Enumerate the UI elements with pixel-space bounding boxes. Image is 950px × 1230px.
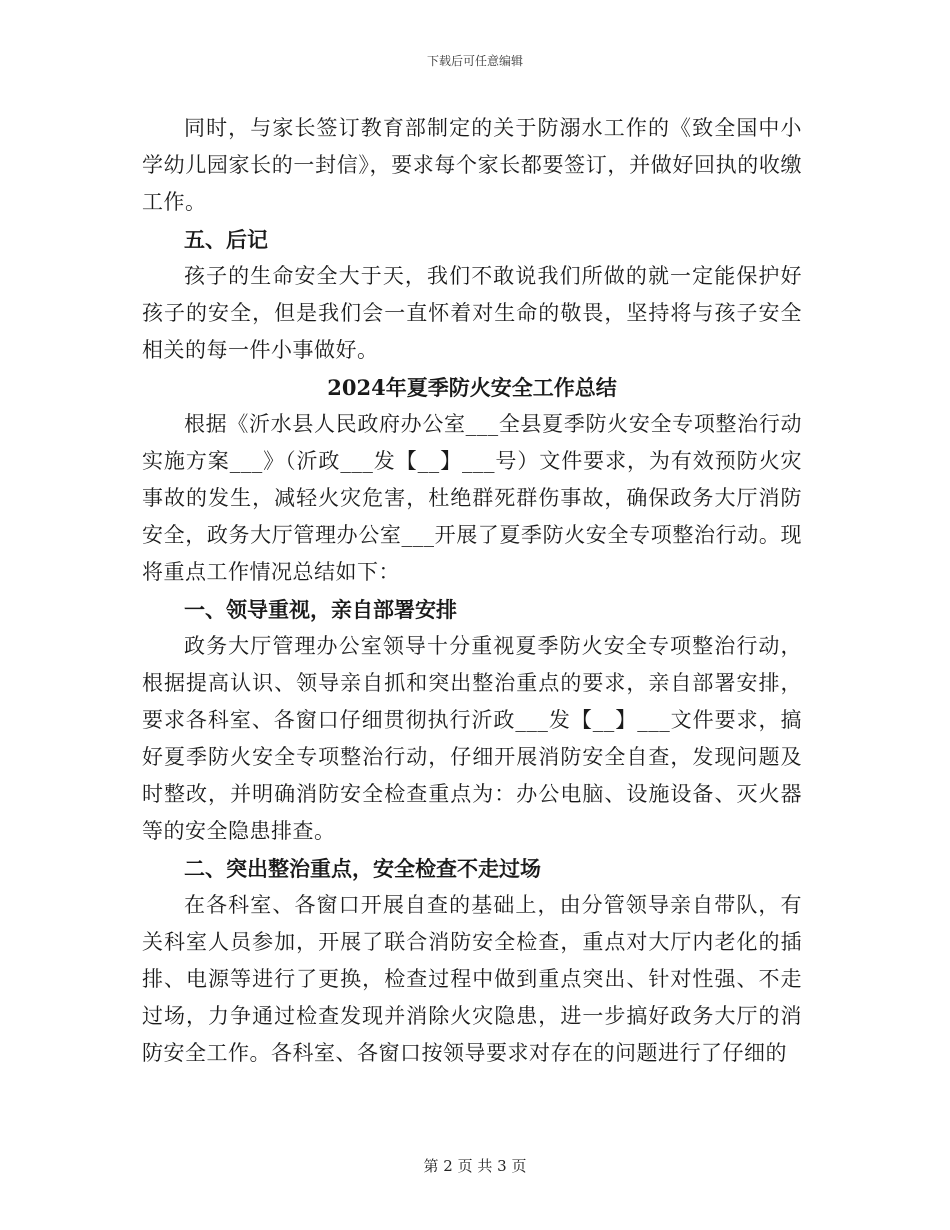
- section-heading-leadership: 一、领导重视，亲自部署安排: [184, 597, 457, 622]
- paragraph-child-safety: 孩子的生命安全大于天，我们不敢说我们所做的就一定能保护好孩子的安全，但是我们会一直怀着对生命的敬畏，坚持将与孩子安全相关的每一件小事做好。: [142, 264, 802, 362]
- document-body: [142, 110, 802, 1072]
- paragraph-leadership: 政务大厅管理办公室领导十分重视夏季防火安全专项整治行动，根据提高认识、领导亲自抓和突出整治重点的要求，亲自部署安排，要求各科室、各窗口仔细贯彻执行沂政___发【__】___文件要求，搞好夏季防火安全专项整治行动，仔细开展消防安全自查，发现问题及时整改，并明确消防安全检查重点为：办公电脑、设施设备、灭火器等的安全隐患排查。: [142, 634, 802, 843]
- page-footer: 第 2 页 共 3 页: [423, 1157, 527, 1175]
- page-header: 下载后可任意编辑: [426, 54, 523, 68]
- section-heading-inspection: 二、突出整治重点，安全检查不走过场: [184, 856, 541, 881]
- paragraph-parent-letter: 同时，与家长签订教育部制定的关于防溺水工作的《致全国中小学幼儿园家长的一封信》，要求每个家长都要签订，并做好回执的收缴工作。: [142, 116, 802, 214]
- document-title: 2024年夏季防火安全工作总结: [327, 375, 617, 400]
- paragraph-inspection: 在各科室、各窗口开展自查的基础上，由分管领导亲自带队，有关科室人员参加，开展了联合消防安全检查，重点对大厅内老化的插排、电源等进行了更换，检查过程中做到重点突出、针对性强、不走过场，力争通过检查发现并消除火灾隐患，进一步搞好政务大厅的消防安全工作。各科室、各窗口按领导要求对存在的问题进行了仔细的: [142, 893, 802, 1065]
- section-heading-postscript: 五、后记: [184, 227, 268, 252]
- paragraph-intro: 根据《沂水县人民政府办公室___全县夏季防火安全专项整治行动实施方案___》（沂政___发【__】___号）文件要求，为有效预防火灾事故的发生，减轻火灾危害，杜绝群死群伤事故，确保政务大厅消防安全，政务大厅管理办公室___开展了夏季防火安全专项整治行动。现将重点工作情况总结如下：: [142, 412, 802, 584]
